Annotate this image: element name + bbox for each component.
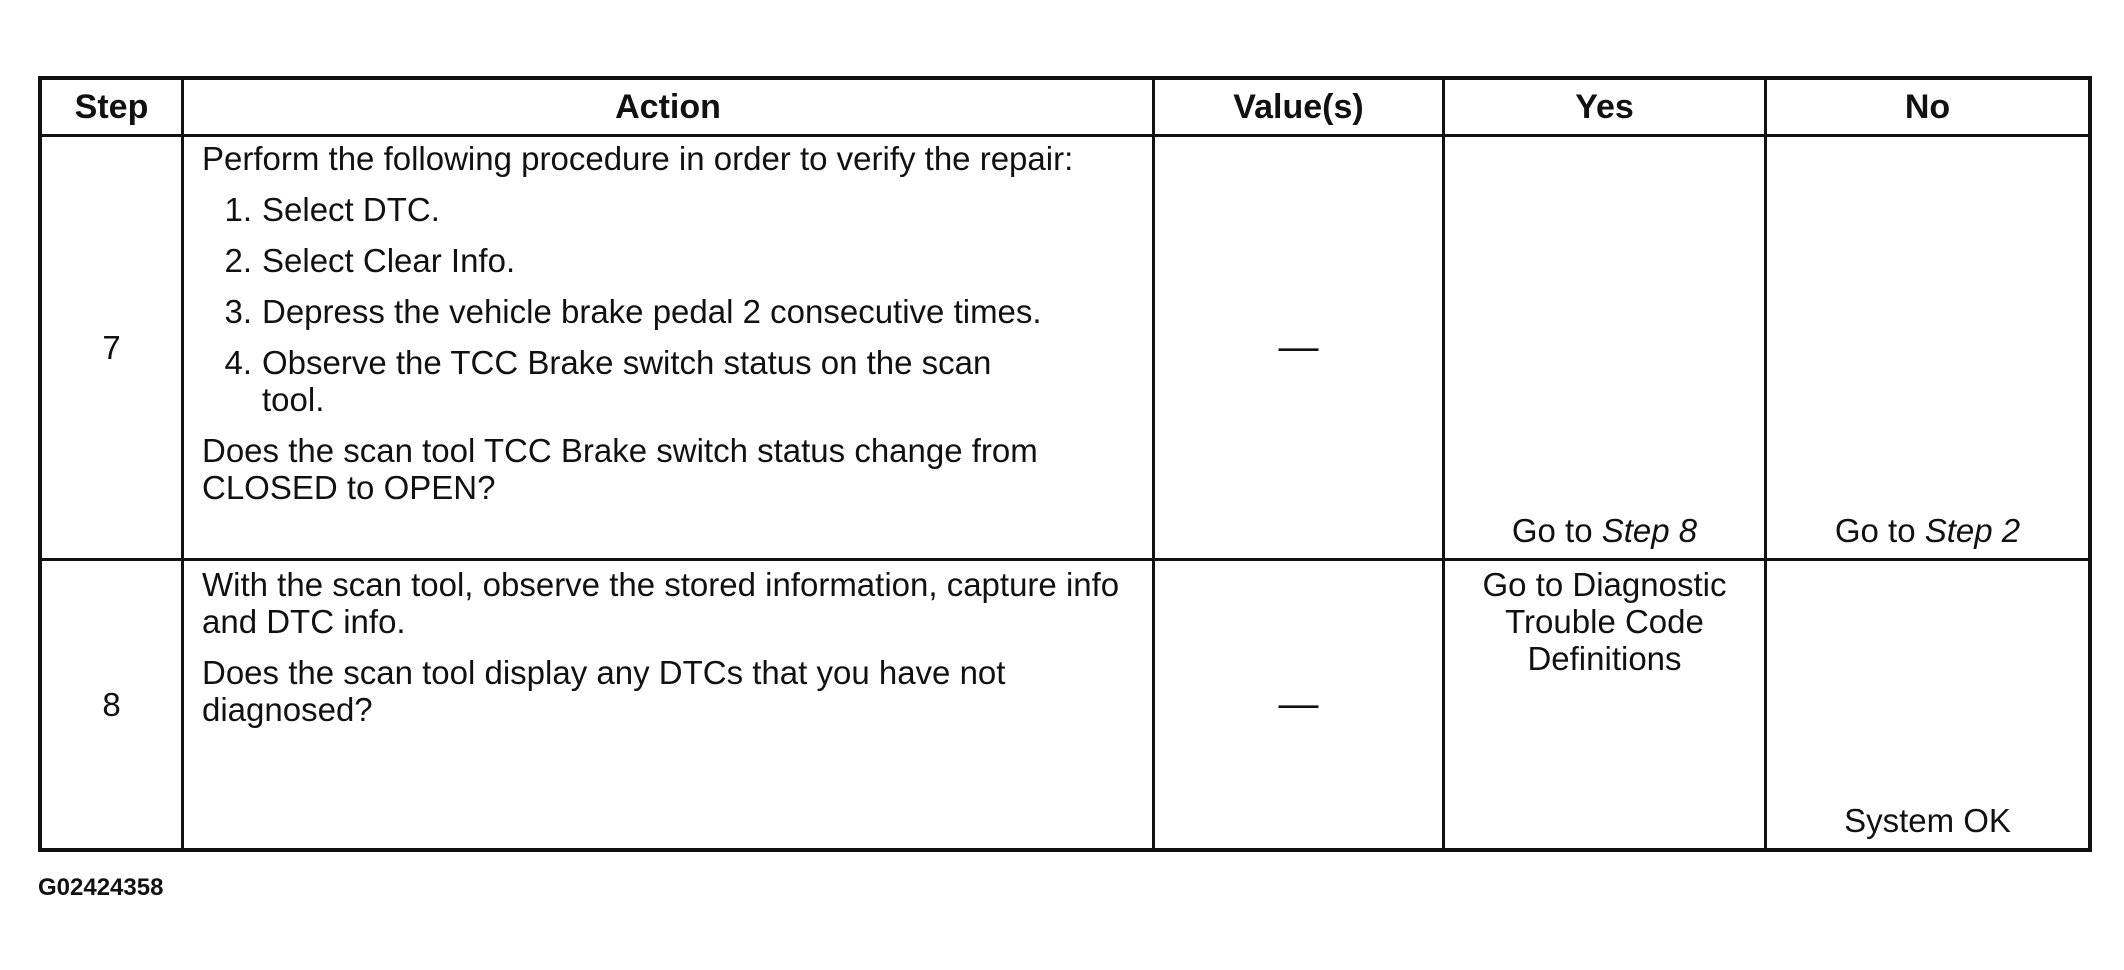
yes-cell: Go to Diagnostic Trouble Code Definitions (1482, 566, 1727, 677)
column-divider (1764, 80, 1767, 848)
action-cell (202, 566, 1147, 728)
action-intro: Perform the following procedure in order to verify the repair: (202, 140, 1074, 177)
list-item: 2. Select Clear Info. (224, 242, 516, 279)
diagnostic-table (38, 76, 2092, 852)
value-cell: — (1278, 682, 1319, 726)
column-divider (1442, 80, 1445, 848)
list-item: 3. Depress the vehicle brake pedal 2 consecutive times. (224, 293, 1042, 330)
no-cell: System OK (1844, 802, 2011, 839)
value-cell: — (1278, 325, 1319, 369)
list-item: 4. Observe the TCC Brake switch status on the scan tool. (224, 344, 992, 418)
yes-cell: Go to Step 8 (1511, 512, 1698, 549)
no-cell: Go to Step 2 (1834, 512, 2021, 549)
header-values: Value(s) (1233, 87, 1364, 126)
action-intro: With the scan tool, observe the stored information, capture info and DTC info. (202, 566, 1120, 640)
header-action: Action (615, 87, 721, 126)
row-divider (42, 134, 2088, 137)
figure-id: G02424358 (38, 874, 164, 901)
header-yes: Yes (1575, 87, 1634, 126)
step-number: 7 (102, 329, 121, 366)
header-step: Step (74, 87, 149, 126)
step-link[interactable]: Step 2 (1924, 512, 2021, 549)
header-no: No (1904, 87, 1951, 126)
action-cell (202, 140, 1147, 506)
row-divider (42, 558, 2088, 561)
step-link[interactable]: Step 8 (1601, 512, 1698, 549)
action-question: Does the scan tool TCC Brake switch status change from CLOSED to OPEN? (202, 432, 1038, 506)
step-number: 8 (102, 686, 121, 723)
list-item: 1. Select DTC. (224, 191, 440, 228)
procedure-list (202, 191, 1147, 418)
column-divider (181, 80, 184, 848)
action-question: Does the scan tool display any DTCs that you have not diagnosed? (202, 654, 1006, 728)
